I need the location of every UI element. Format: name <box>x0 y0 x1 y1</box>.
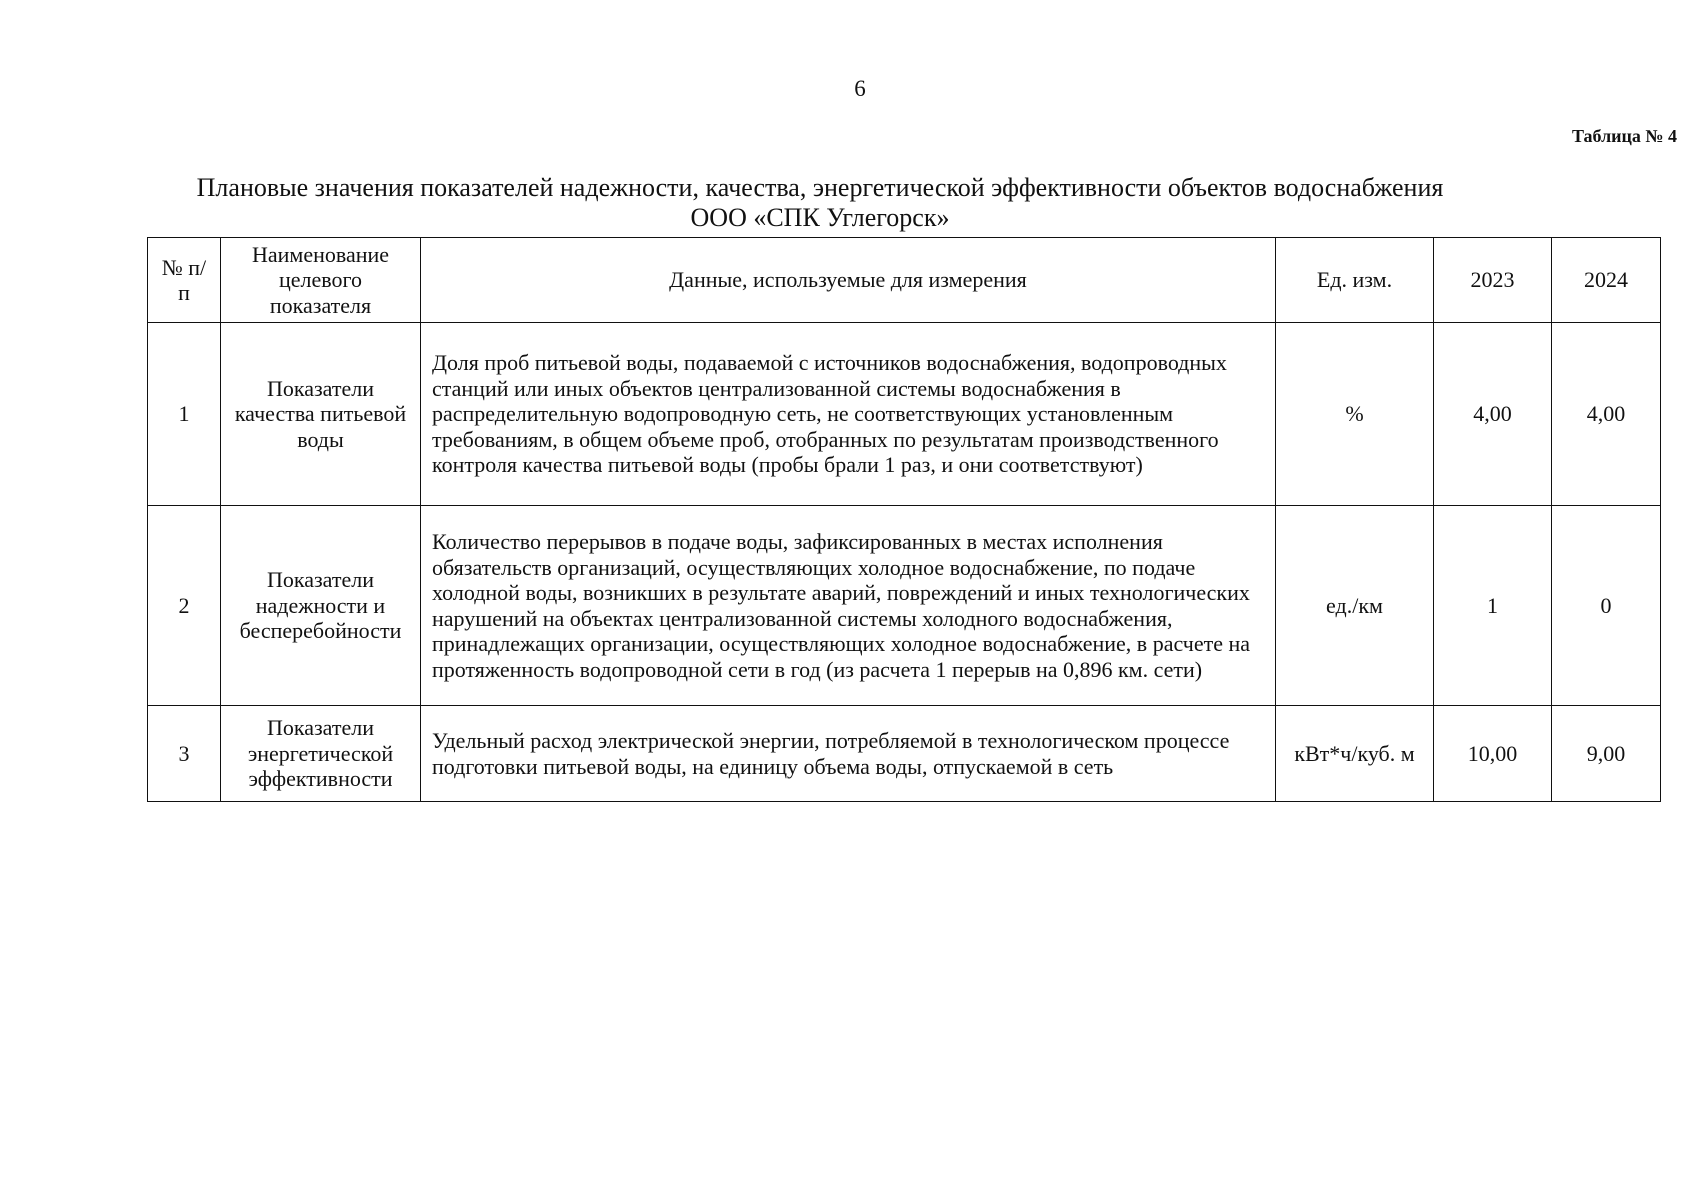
cell-2024: 0 <box>1552 506 1661 706</box>
title-line-1: Плановые значения показателей надежности, качества, энергетической эффективности объектов водоснабжения <box>196 173 1444 202</box>
cell-name: Показатели качества питьевой воды <box>221 323 421 506</box>
cell-data: Удельный расход электрической энергии, потребляемой в технологическом процессе подготовки питьевой воды, на единицу объема воды, отпускаемой в сеть <box>421 706 1276 802</box>
cell-num: 2 <box>148 506 221 706</box>
header-data: Данные, используемые для измерения <box>421 238 1276 323</box>
cell-unit: ед./км <box>1276 506 1434 706</box>
table-row <box>148 323 1661 506</box>
header-name: Наименование целевого показателя <box>221 238 421 323</box>
cell-2023: 10,00 <box>1434 706 1552 802</box>
header-2023: 2023 <box>1434 238 1552 323</box>
header-unit: Ед. изм. <box>1276 238 1434 323</box>
cell-2023: 1 <box>1434 506 1552 706</box>
header-num: № п/п <box>148 238 221 323</box>
cell-2024: 4,00 <box>1552 323 1661 506</box>
cell-2023: 4,00 <box>1434 323 1552 506</box>
page-number: 6 <box>854 76 866 101</box>
cell-2024: 9,00 <box>1552 706 1661 802</box>
cell-unit: кВт*ч/куб. м <box>1276 706 1434 802</box>
cell-data: Количество перерывов в подаче воды, зафиксированных в местах исполнения обязательств организаций, осуществляющих холодное водоснабжение, по подаче холодной воды, возникших в результате аварий, повреждений и иных технологических нарушений на объектах централизованной системы холодного водоснабжения, принадлежащих организации, осуществляющих холодное водоснабжение, в расчете на протяженность водопроводной сети в год (из расчета 1 перерыв на 0,896 км. сети) <box>421 506 1276 706</box>
table-label: Таблица № 4 <box>1571 126 1677 146</box>
header-2024: 2024 <box>1552 238 1661 323</box>
document-title <box>120 173 1520 233</box>
cell-name: Показатели надежности и бесперебойности <box>221 506 421 706</box>
cell-num: 1 <box>148 323 221 506</box>
cell-data: Доля проб питьевой воды, подаваемой с источников водоснабжения, водопроводных станций или иных объектов централизованной системы водоснабжения в распределительную водопроводную сеть, не соответствующих установленным требованиям, в общем объеме проб, отобранных по результатам производственного контроля качества питьевой воды (пробы брали 1 раз, и они соответствуют) <box>421 323 1276 506</box>
cell-unit: % <box>1276 323 1434 506</box>
cell-num: 3 <box>148 706 221 802</box>
table-row <box>148 506 1661 706</box>
title-line-2: ООО «СПК Углегорск» <box>690 203 950 232</box>
table-row <box>148 706 1661 802</box>
table-header-row <box>148 238 1661 323</box>
indicators-table <box>147 237 1661 802</box>
cell-name: Показатели энергетической эффективности <box>221 706 421 802</box>
